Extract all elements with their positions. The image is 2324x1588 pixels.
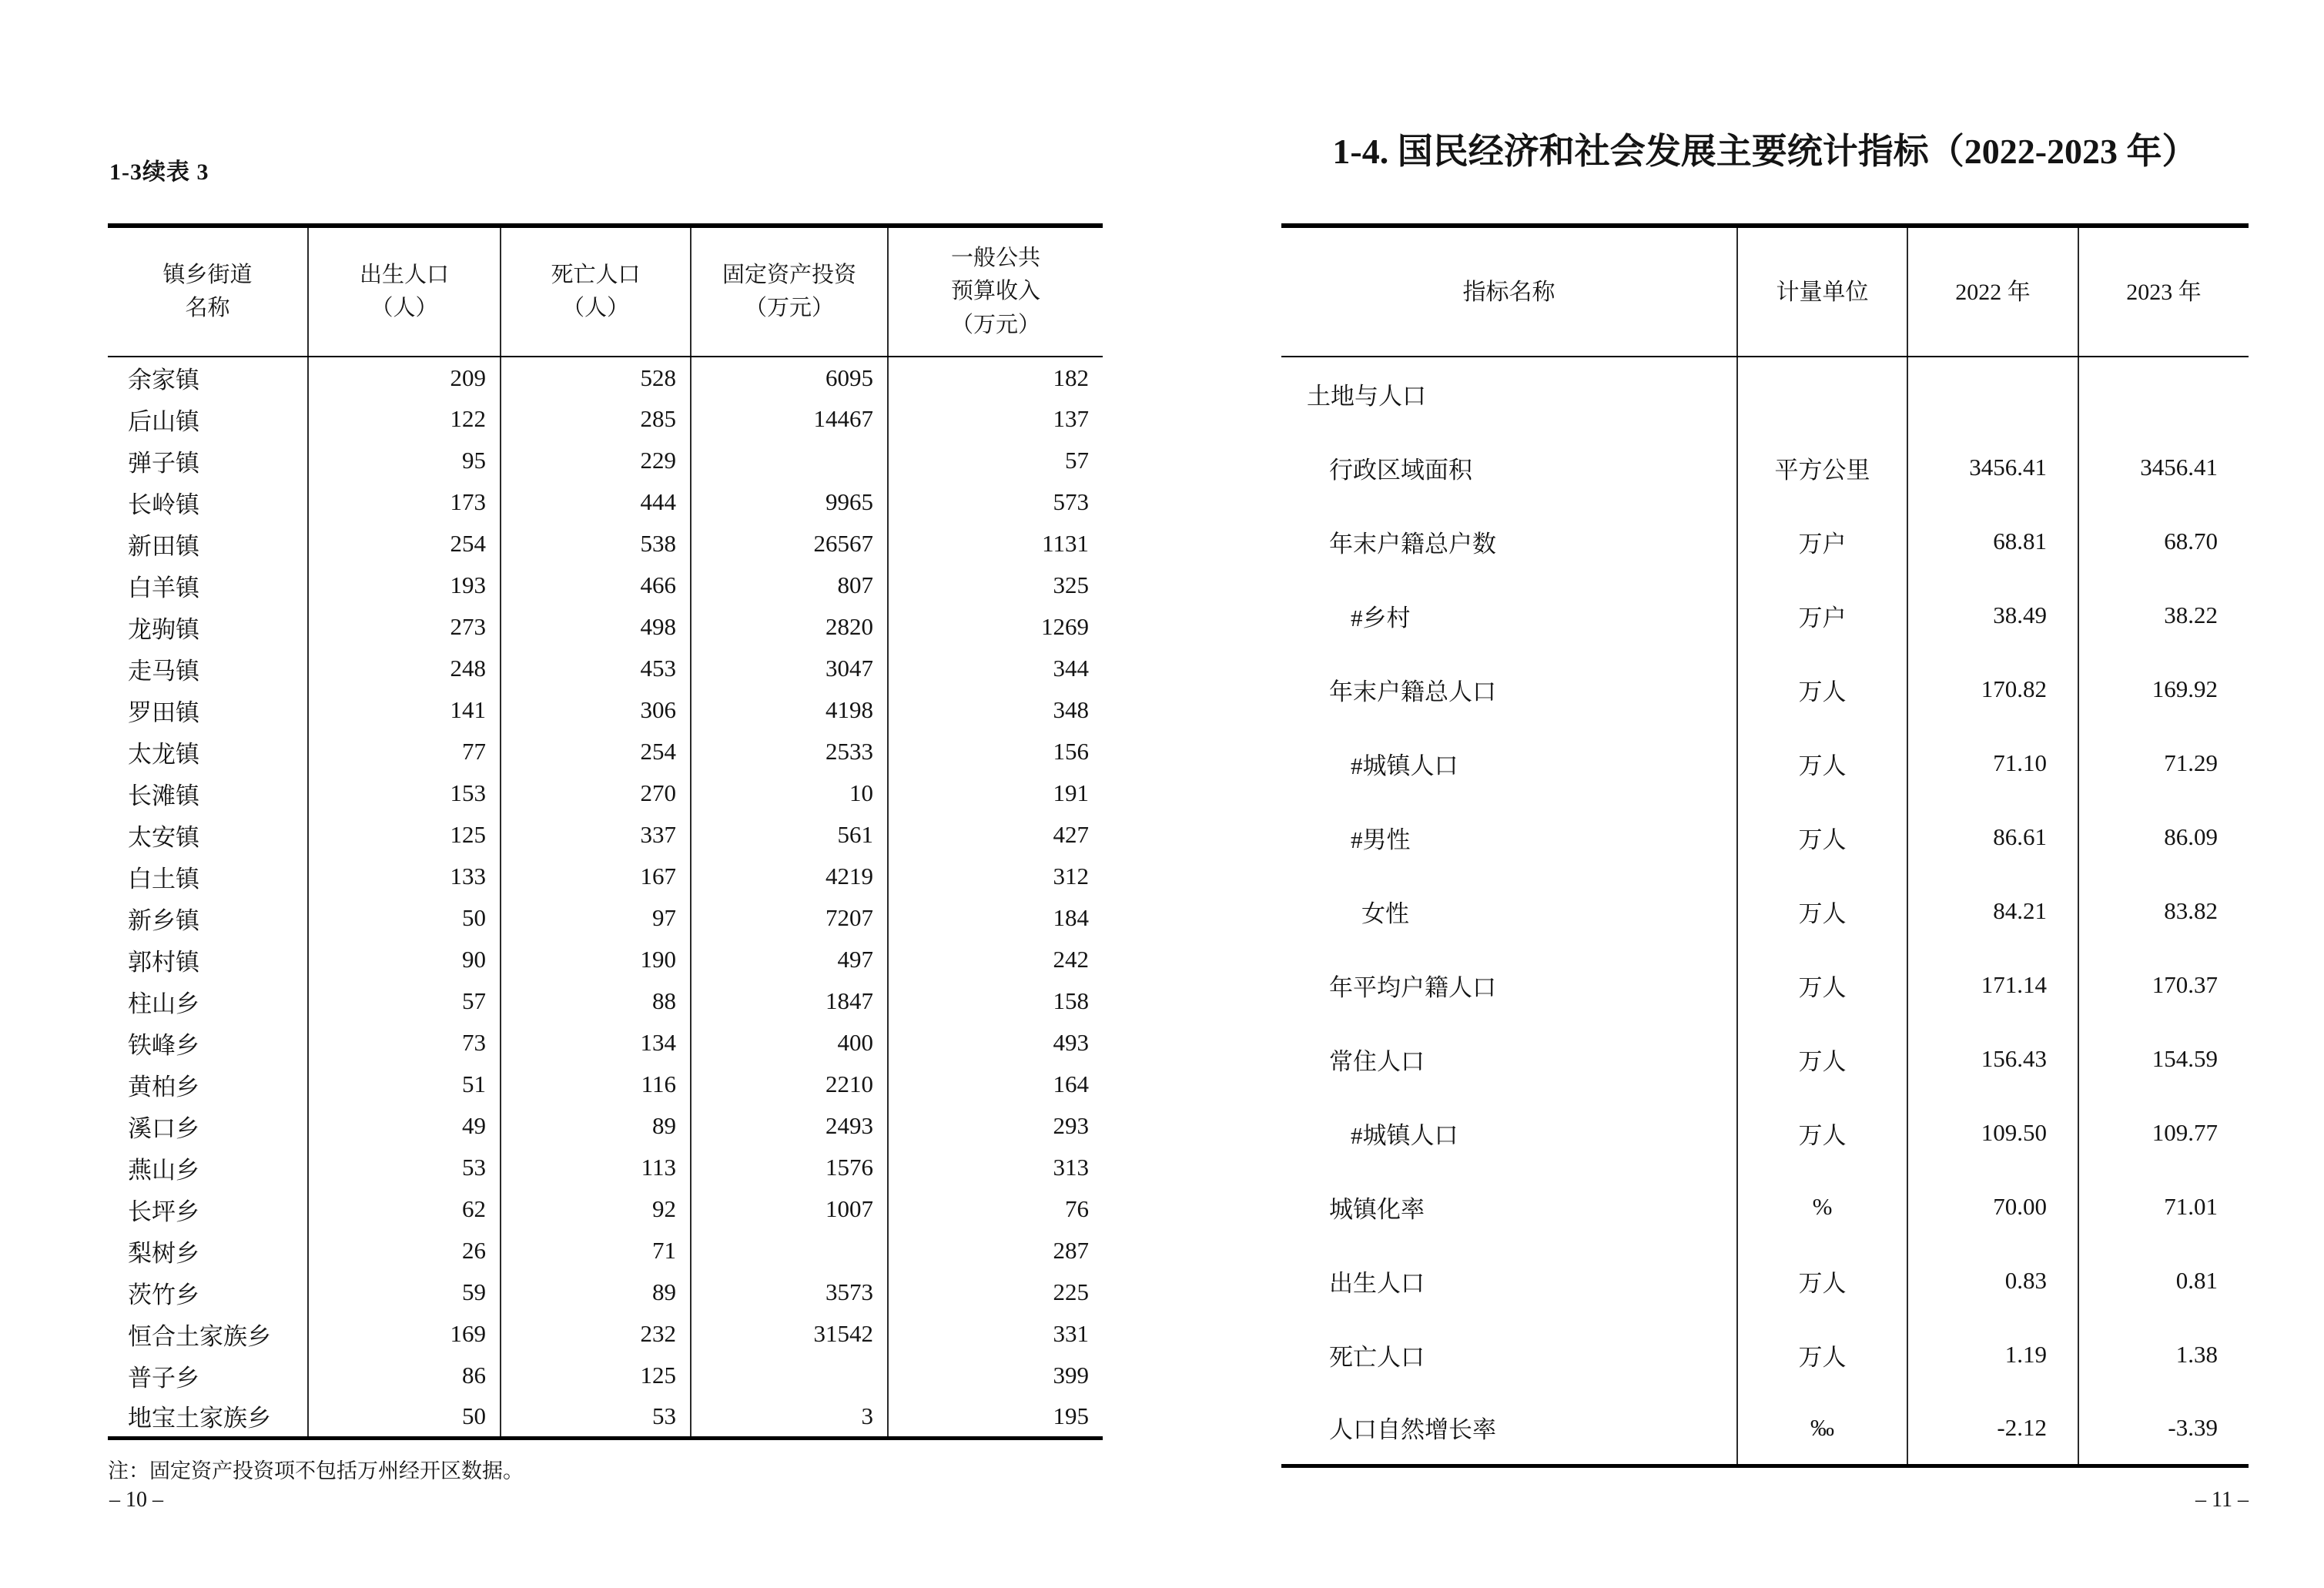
unit-cell: 万户 — [1737, 504, 1907, 578]
value-2023-cell: 68.70 — [2078, 504, 2249, 578]
value-cell: 400 — [691, 1022, 888, 1064]
value-2023-cell: 154.59 — [2078, 1022, 2249, 1096]
table-row — [108, 772, 1103, 814]
value-cell: 3047 — [691, 648, 888, 689]
value-cell: 137 — [888, 398, 1103, 440]
column-header-line: 预算收入 — [950, 279, 1040, 304]
value-cell: 50 — [308, 897, 501, 939]
value-cell: 57 — [888, 440, 1103, 481]
table-row — [1281, 1022, 2249, 1096]
table-row — [108, 1396, 1103, 1438]
right-page-title: 1-4. 国民经济和社会发展主要统计指标（2022-2023 年） — [1332, 132, 2198, 171]
value-cell: 76 — [888, 1188, 1103, 1230]
value-cell: 2820 — [691, 606, 888, 648]
value-cell: 344 — [888, 648, 1103, 689]
indicator-name-cell: #城镇人口 — [1351, 1121, 1458, 1149]
table-footnote: 注：固定资产投资项不包括万州经开区数据。 — [108, 1459, 524, 1482]
unit-cell: 万人 — [1737, 1318, 1907, 1392]
town-name-cell: 黄柏乡 — [128, 1073, 199, 1101]
value-cell: 209 — [308, 357, 501, 398]
column-header-line: 死亡人口 — [551, 262, 641, 287]
value-cell: 453 — [501, 648, 691, 689]
indicators-statistics-table — [1281, 223, 2249, 1468]
value-cell: 270 — [501, 772, 691, 814]
value-cell: 88 — [501, 980, 691, 1022]
table-row — [1281, 874, 2249, 948]
value-cell: 1007 — [691, 1188, 888, 1230]
town-name-cell: 郭村镇 — [128, 948, 199, 976]
town-name-cell: 铁峰乡 — [128, 1031, 199, 1059]
indicator-name-cell: 人口自然增长率 — [1329, 1416, 1496, 1444]
value-2022-cell: 109.50 — [1907, 1096, 2078, 1170]
value-cell: 89 — [501, 1271, 691, 1313]
value-cell: 26 — [308, 1230, 501, 1271]
value-cell: 232 — [501, 1313, 691, 1355]
town-name-cell: 燕山乡 — [128, 1156, 199, 1184]
value-cell: 2533 — [691, 731, 888, 772]
value-2022-cell: 70.00 — [1907, 1170, 2078, 1244]
indicator-name-cell: 死亡人口 — [1329, 1343, 1425, 1371]
table-row — [108, 897, 1103, 939]
value-cell: 285 — [501, 398, 691, 440]
value-cell: 125 — [308, 814, 501, 856]
value-cell: 2210 — [691, 1064, 888, 1105]
town-name-cell: 柱山乡 — [128, 990, 199, 1017]
column-header-line: 镇乡街道 — [162, 262, 253, 287]
town-name-cell: 长岭镇 — [128, 491, 199, 518]
value-cell: 26567 — [691, 523, 888, 565]
town-name-cell: 长滩镇 — [128, 782, 199, 809]
value-cell: 4198 — [691, 689, 888, 731]
value-cell: 164 — [888, 1064, 1103, 1105]
value-2022-cell: 68.81 — [1907, 504, 2078, 578]
table-row — [1281, 1244, 2249, 1318]
indicator-name-cell: 年末户籍总人口 — [1329, 678, 1496, 705]
column-header — [691, 226, 888, 357]
value-2023-cell: 1.38 — [2078, 1318, 2249, 1392]
value-2023-cell: 0.81 — [2078, 1244, 2249, 1318]
table-row — [108, 814, 1103, 856]
value-cell: 95 — [308, 440, 501, 481]
value-cell: 134 — [501, 1022, 691, 1064]
table-row — [108, 481, 1103, 523]
indicator-name-cell: #男性 — [1351, 826, 1411, 853]
value-cell — [691, 1355, 888, 1396]
table-row — [108, 1064, 1103, 1105]
value-cell: 113 — [501, 1147, 691, 1188]
value-2023-cell: 71.01 — [2078, 1170, 2249, 1244]
value-cell: 73 — [308, 1022, 501, 1064]
column-header — [888, 226, 1103, 357]
unit-cell: 万人 — [1737, 874, 1907, 948]
value-cell: 313 — [888, 1147, 1103, 1188]
value-cell: 62 — [308, 1188, 501, 1230]
unit-cell: 万户 — [1737, 578, 1907, 652]
table-row — [1281, 504, 2249, 578]
left-table-header — [108, 226, 1103, 357]
value-cell: 141 — [308, 689, 501, 731]
column-header-line: （人） — [370, 296, 438, 320]
table-row — [1281, 1318, 2249, 1392]
table-row — [1281, 800, 2249, 874]
column-header — [308, 226, 501, 357]
table-row — [1281, 431, 2249, 504]
town-name-cell: 地宝土家族乡 — [128, 1405, 271, 1432]
value-cell: 9965 — [691, 481, 888, 523]
value-2022-cell: 71.10 — [1907, 726, 2078, 800]
value-cell: 2493 — [691, 1105, 888, 1147]
right-table-container — [1281, 223, 2249, 1468]
town-name-cell: 梨树乡 — [128, 1239, 199, 1267]
value-cell: 184 — [888, 897, 1103, 939]
value-cell: 169 — [308, 1313, 501, 1355]
table-row — [108, 1271, 1103, 1313]
value-cell: 1131 — [888, 523, 1103, 565]
table-row — [108, 606, 1103, 648]
value-cell: 1576 — [691, 1147, 888, 1188]
town-name-cell: 溪口乡 — [128, 1114, 199, 1142]
table-row — [108, 357, 1103, 398]
value-2023-cell: 170.37 — [2078, 948, 2249, 1022]
table-row — [1281, 652, 2249, 726]
value-2023-cell: 169.92 — [2078, 652, 2249, 726]
value-cell: 3573 — [691, 1271, 888, 1313]
unit-cell: 万人 — [1737, 726, 1907, 800]
value-cell: 49 — [308, 1105, 501, 1147]
indicator-name-cell: 出生人口 — [1329, 1269, 1425, 1297]
value-cell: 498 — [501, 606, 691, 648]
table-row — [108, 689, 1103, 731]
value-cell: 229 — [501, 440, 691, 481]
indicator-name-cell: 女性 — [1361, 900, 1409, 927]
value-cell: 71 — [501, 1230, 691, 1271]
page-number-right: – 11 – — [2195, 1488, 2249, 1512]
unit-cell: 万人 — [1737, 1096, 1907, 1170]
value-cell: 254 — [501, 731, 691, 772]
value-cell: 306 — [501, 689, 691, 731]
value-cell: 444 — [501, 481, 691, 523]
value-2023-cell: 38.22 — [2078, 578, 2249, 652]
value-cell: 122 — [308, 398, 501, 440]
value-cell — [691, 440, 888, 481]
town-name-cell: 长坪乡 — [128, 1198, 199, 1225]
column-header: 计量单位 — [1737, 226, 1907, 357]
indicator-name-cell: 年平均户籍人口 — [1329, 973, 1496, 1001]
value-cell: 528 — [501, 357, 691, 398]
right-table-body — [1281, 357, 2249, 1466]
value-cell: 293 — [888, 1105, 1103, 1147]
town-name-cell: 余家镇 — [128, 367, 199, 394]
table-row — [108, 523, 1103, 565]
column-header-line: 一般公共 — [950, 245, 1040, 270]
value-2022-cell: 86.61 — [1907, 800, 2078, 874]
page-number-left: – 10 – — [109, 1488, 163, 1512]
header-row — [108, 226, 1103, 357]
indicator-name-cell: 城镇化率 — [1329, 1195, 1425, 1223]
value-2023-cell — [2078, 357, 2249, 431]
town-name-cell: 普子乡 — [128, 1364, 199, 1392]
value-cell: 6095 — [691, 357, 888, 398]
table-row — [108, 565, 1103, 606]
unit-cell: ‰ — [1737, 1392, 1907, 1466]
value-cell: 348 — [888, 689, 1103, 731]
value-cell: 427 — [888, 814, 1103, 856]
table-row — [1281, 1096, 2249, 1170]
table-row — [1281, 1170, 2249, 1244]
value-cell: 167 — [501, 856, 691, 897]
indicator-name-cell: 常住人口 — [1329, 1047, 1425, 1075]
indicator-name-cell: 土地与人口 — [1307, 383, 1426, 410]
value-cell: 325 — [888, 565, 1103, 606]
table-row — [108, 856, 1103, 897]
table-row — [108, 731, 1103, 772]
value-cell: 86 — [308, 1355, 501, 1396]
value-2022-cell: 156.43 — [1907, 1022, 2078, 1096]
value-cell: 493 — [888, 1022, 1103, 1064]
left-table-body — [108, 357, 1103, 1438]
value-cell: 51 — [308, 1064, 501, 1105]
table-row — [108, 939, 1103, 980]
town-name-cell: 太安镇 — [128, 823, 199, 851]
value-cell: 248 — [308, 648, 501, 689]
value-cell: 538 — [501, 523, 691, 565]
value-cell: 153 — [308, 772, 501, 814]
column-header-line: 固定资产投资 — [722, 262, 856, 287]
value-cell: 312 — [888, 856, 1103, 897]
unit-cell: 万人 — [1737, 1244, 1907, 1318]
value-2022-cell: 0.83 — [1907, 1244, 2078, 1318]
value-cell: 287 — [888, 1230, 1103, 1271]
value-cell: 190 — [501, 939, 691, 980]
indicator-name-cell: #乡村 — [1351, 604, 1411, 632]
table-row — [1281, 578, 2249, 652]
left-table-label: 1-3续表 3 — [109, 159, 209, 185]
town-name-cell: 太龙镇 — [128, 740, 199, 768]
value-cell: 50 — [308, 1396, 501, 1438]
town-name-cell: 恒合土家族乡 — [128, 1322, 271, 1350]
table-row — [108, 980, 1103, 1022]
value-cell: 573 — [888, 481, 1103, 523]
value-cell: 254 — [308, 523, 501, 565]
value-cell: 1847 — [691, 980, 888, 1022]
value-cell: 125 — [501, 1355, 691, 1396]
table-row — [1281, 948, 2249, 1022]
value-2023-cell: 3456.41 — [2078, 431, 2249, 504]
value-cell: 399 — [888, 1355, 1103, 1396]
value-cell: 182 — [888, 357, 1103, 398]
value-cell: 90 — [308, 939, 501, 980]
value-cell: 191 — [888, 772, 1103, 814]
value-2022-cell: 170.82 — [1907, 652, 2078, 726]
table-row — [1281, 726, 2249, 800]
value-cell: 89 — [501, 1105, 691, 1147]
value-cell: 156 — [888, 731, 1103, 772]
table-row — [108, 398, 1103, 440]
value-cell: 31542 — [691, 1313, 888, 1355]
value-cell: 807 — [691, 565, 888, 606]
value-2023-cell: 109.77 — [2078, 1096, 2249, 1170]
table-row — [108, 648, 1103, 689]
value-cell: 116 — [501, 1064, 691, 1105]
indicator-name-cell: 年末户籍总户数 — [1329, 530, 1496, 558]
towns-statistics-table — [108, 223, 1103, 1440]
unit-cell: 万人 — [1737, 948, 1907, 1022]
column-header-line: 出生人口 — [359, 262, 449, 287]
value-cell: 1269 — [888, 606, 1103, 648]
value-cell: 466 — [501, 565, 691, 606]
column-header-line: （人） — [561, 296, 629, 320]
value-cell: 97 — [501, 897, 691, 939]
value-2023-cell: 71.29 — [2078, 726, 2249, 800]
value-cell: 225 — [888, 1271, 1103, 1313]
value-cell: 4219 — [691, 856, 888, 897]
town-name-cell: 茨竹乡 — [128, 1281, 199, 1308]
left-table-container — [108, 223, 1103, 1440]
column-header-line: （万元） — [950, 312, 1040, 337]
value-cell: 273 — [308, 606, 501, 648]
value-cell: 193 — [308, 565, 501, 606]
value-cell: 14467 — [691, 398, 888, 440]
column-header — [108, 226, 308, 357]
town-name-cell: 后山镇 — [128, 407, 199, 435]
unit-cell: 万人 — [1737, 1022, 1907, 1096]
value-cell: 173 — [308, 481, 501, 523]
value-2022-cell: 3456.41 — [1907, 431, 2078, 504]
town-name-cell: 罗田镇 — [128, 699, 199, 726]
town-name-cell: 走马镇 — [128, 657, 199, 685]
town-name-cell: 新乡镇 — [128, 906, 199, 934]
value-cell: 92 — [501, 1188, 691, 1230]
value-cell: 57 — [308, 980, 501, 1022]
value-cell: 337 — [501, 814, 691, 856]
value-2023-cell: 83.82 — [2078, 874, 2249, 948]
table-row — [108, 1313, 1103, 1355]
column-header: 指标名称 — [1281, 226, 1737, 357]
value-2022-cell: 171.14 — [1907, 948, 2078, 1022]
value-2023-cell: 86.09 — [2078, 800, 2249, 874]
value-2022-cell: 1.19 — [1907, 1318, 2078, 1392]
unit-cell: 万人 — [1737, 652, 1907, 726]
unit-cell: % — [1737, 1170, 1907, 1244]
value-cell: 53 — [308, 1147, 501, 1188]
column-header: 2023 年 — [2078, 226, 2249, 357]
value-2022-cell: 84.21 — [1907, 874, 2078, 948]
table-row — [108, 440, 1103, 481]
table-row — [108, 1230, 1103, 1271]
indicator-name-cell: #城镇人口 — [1351, 752, 1458, 779]
table-row — [108, 1022, 1103, 1064]
town-name-cell: 新田镇 — [128, 532, 199, 560]
value-2022-cell — [1907, 357, 2078, 431]
town-name-cell: 白羊镇 — [128, 574, 199, 601]
value-cell: 7207 — [691, 897, 888, 939]
table-row — [108, 1147, 1103, 1188]
value-cell: 497 — [691, 939, 888, 980]
value-cell: 53 — [501, 1396, 691, 1438]
table-row — [108, 1188, 1103, 1230]
value-cell: 133 — [308, 856, 501, 897]
unit-cell — [1737, 357, 1907, 431]
column-header — [501, 226, 691, 357]
table-row — [108, 1355, 1103, 1396]
value-cell: 561 — [691, 814, 888, 856]
right-table-header — [1281, 226, 2249, 357]
value-cell: 10 — [691, 772, 888, 814]
value-cell: 59 — [308, 1271, 501, 1313]
header-row — [1281, 226, 2249, 357]
town-name-cell: 龙驹镇 — [128, 615, 199, 643]
value-2022-cell: -2.12 — [1907, 1392, 2078, 1466]
value-cell: 3 — [691, 1396, 888, 1438]
table-row — [1281, 357, 2249, 431]
town-name-cell: 弹子镇 — [128, 449, 199, 477]
town-name-cell: 白土镇 — [128, 865, 199, 893]
column-header-line: （万元） — [744, 296, 834, 320]
value-cell: 331 — [888, 1313, 1103, 1355]
value-cell: 195 — [888, 1396, 1103, 1438]
table-row — [1281, 1392, 2249, 1466]
unit-cell: 平方公里 — [1737, 431, 1907, 504]
unit-cell: 万人 — [1737, 800, 1907, 874]
value-cell: 77 — [308, 731, 501, 772]
value-cell — [691, 1230, 888, 1271]
value-2023-cell: -3.39 — [2078, 1392, 2249, 1466]
column-header: 2022 年 — [1907, 226, 2078, 357]
value-2022-cell: 38.49 — [1907, 578, 2078, 652]
value-cell: 242 — [888, 939, 1103, 980]
table-row — [108, 1105, 1103, 1147]
value-cell: 158 — [888, 980, 1103, 1022]
column-header-line: 名称 — [185, 296, 230, 320]
indicator-name-cell: 行政区域面积 — [1329, 456, 1472, 484]
